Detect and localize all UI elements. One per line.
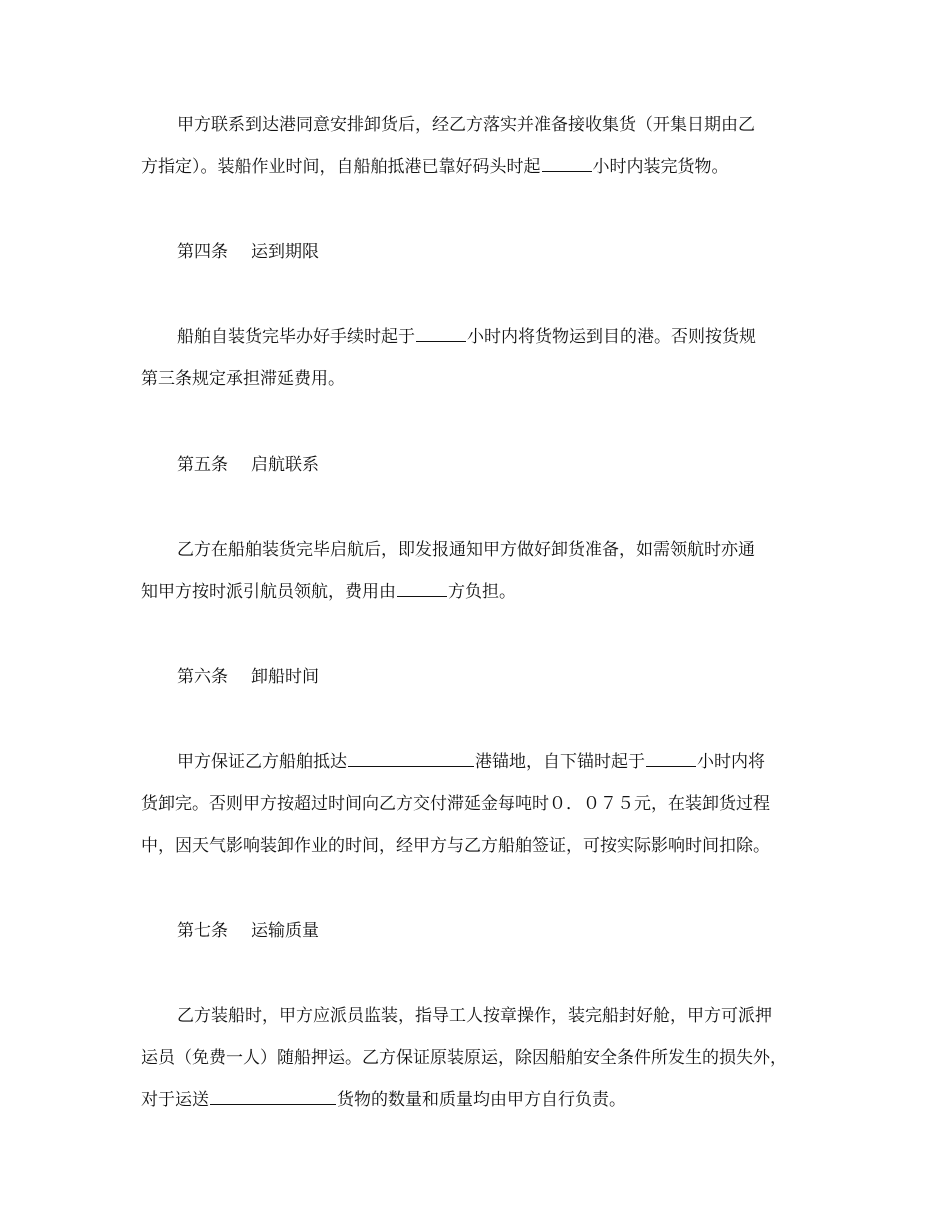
clause-number: 第六条 [177,667,228,687]
clause7-paragraph-line-1: 乙方装船时，甲方应派员监装，指导工人按章操作，装完船封好舱，甲方可派押 [177,1006,772,1026]
clause-number: 第四条 [177,242,228,262]
clause-number: 第五条 [177,455,228,475]
clause4-paragraph-line-1: 船舶自装货完毕办好手续时起于 小时内将货物运到目的港。否则按货规 [177,327,756,347]
clause6-heading [177,665,319,689]
clause5-paragraph-line-2: 知甲方按时派引航员领航，费用由 方负担。 [141,582,516,602]
clause6-paragraph-line-2: 货卸完。否则甲方按超过时间向乙方交付滞延金每吨时０．０７５元，在装卸货过程 [141,794,770,814]
clause3-paragraph-line-2: 方指定）。装船作业时间，自船舶抵港已靠好码头时起 小时内装完货物。 [141,157,729,177]
clause4-paragraph-line-2: 第三条规定承担滞延费用。 [141,369,345,389]
clause6-paragraph-line-1: 甲方保证乙方船舶抵达 港锚地，自下锚时起于 小时内将 [177,752,765,772]
clause7-heading [177,919,319,943]
clause7-paragraph-line-3: 对于运送 货物的数量和质量均由甲方自行负责。 [141,1090,626,1110]
clause6-paragraph-line-3: 中，因天气影响装卸作业的时间，经甲方与乙方船舶签证，可按实际影响时间扣除。 [141,836,770,856]
clause4-heading [177,240,319,264]
clause3-paragraph-line-1: 甲方联系到达港同意安排卸货后，经乙方落实并准备接收集货（开集日期由乙 [177,115,755,135]
clause7-paragraph-line-2: 运员（免费一人）随船押运。乙方保证原装原运，除因船舶安全条件所发生的损失外， [141,1048,787,1068]
fill-in-blank[interactable] [646,750,696,767]
fill-in-blank[interactable] [397,580,447,597]
clause5-paragraph-line-1: 乙方在船舶装货完毕启航后，即发报通知甲方做好卸货准备，如需领航时亦通 [177,540,755,560]
clause-title: 运到期限 [251,242,319,262]
fill-in-blank[interactable] [348,750,474,767]
clause5-heading [177,453,319,477]
clause-title: 卸船时间 [251,667,319,687]
clause-title: 运输质量 [251,921,319,941]
clause-title: 启航联系 [251,455,319,475]
clause-number: 第七条 [177,921,228,941]
fill-in-blank[interactable] [416,325,466,342]
fill-in-blank[interactable] [542,155,592,172]
fill-in-blank[interactable] [210,1088,336,1105]
